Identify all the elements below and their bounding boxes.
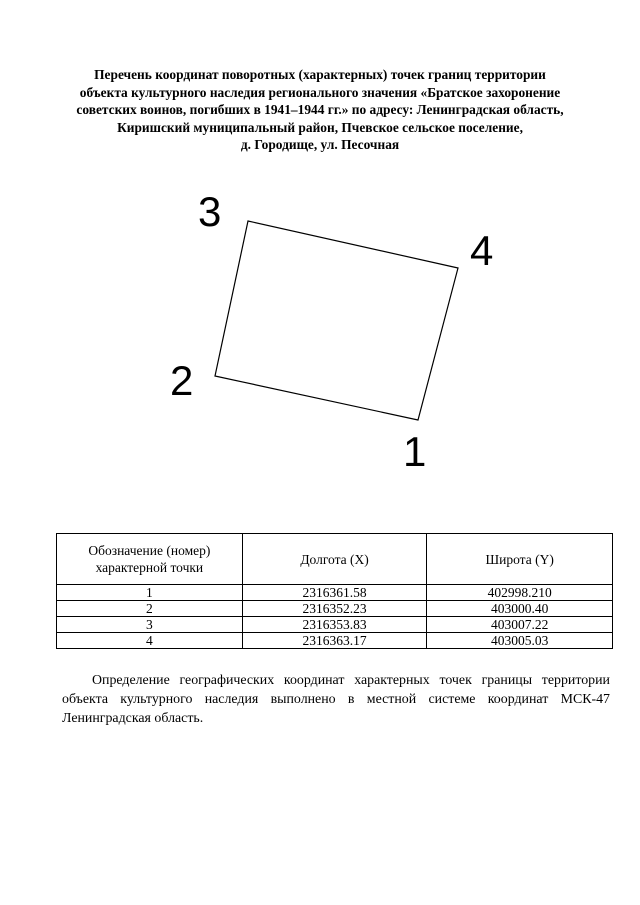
note-paragraph: Определение географических координат характерных точек границы территории объекта культурного наследия выполнено в местной системе координат МСК-47 Ленинградская область. (62, 673, 610, 726)
cell-longitude: 2316361.58 (242, 585, 427, 601)
cell-point-number: 3 (57, 617, 243, 633)
title-line: советских воинов, погибших в 1941–1944 гг.» по адресу: Ленинградская область, (76, 102, 564, 117)
table-header-row (57, 534, 613, 585)
title-line: Перечень координат поворотных (характерных) точек границ территории (94, 67, 546, 82)
cell-point-number: 2 (57, 601, 243, 617)
coordinates-table (56, 533, 613, 649)
title-line: объекта культурного наследия регионального значения «Братское захоронение (79, 84, 561, 100)
territory-boundary (215, 221, 458, 420)
coordinate-system-note (62, 671, 610, 728)
cell-longitude: 2316353.83 (242, 617, 427, 633)
table-row (57, 601, 613, 617)
point-label-3: 3 (198, 188, 222, 235)
header-latitude: Широта (Y) (427, 534, 613, 585)
cell-longitude: 2316352.23 (242, 601, 427, 617)
cell-latitude: 403007.22 (427, 617, 613, 633)
point-label-4: 4 (470, 227, 494, 274)
cell-point-number: 1 (57, 585, 243, 601)
table-row (57, 617, 613, 633)
table-row (57, 585, 613, 601)
header-longitude: Долгота (X) (242, 534, 427, 585)
title-line: д. Городище, ул. Песочная (240, 137, 400, 152)
point-label-1: 1 (403, 428, 427, 475)
cell-latitude: 403005.03 (427, 633, 613, 649)
title-line: Киришский муниципальный район, Пчевское сельское поселение, (117, 119, 523, 135)
cell-latitude: 403000.40 (427, 601, 613, 617)
point-label-2: 2 (170, 357, 194, 404)
cell-latitude: 402998.210 (427, 585, 613, 601)
table-row (57, 633, 613, 649)
cell-point-number: 4 (57, 633, 243, 649)
header-point-number: Обозначение (номер) характерной точки (57, 534, 243, 585)
cell-longitude: 2316363.17 (242, 633, 427, 649)
